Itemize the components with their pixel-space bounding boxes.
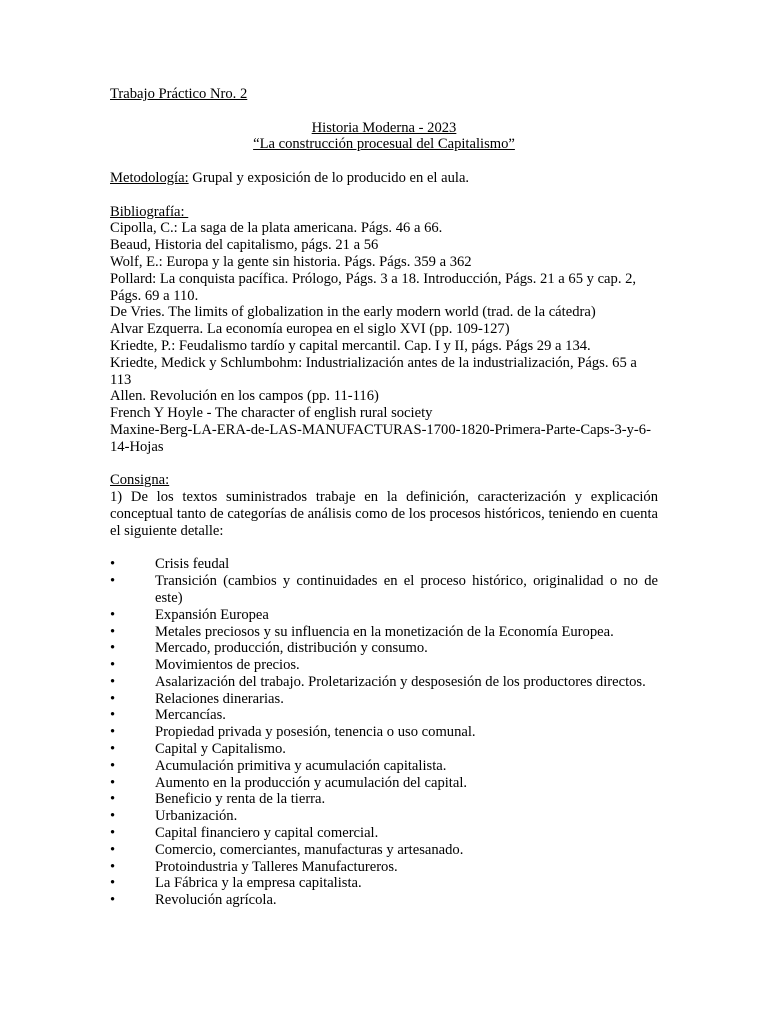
bullet-icon: •: [110, 724, 116, 741]
topic-text: Comercio, comerciantes, manufacturas y artesanado.: [155, 841, 464, 858]
bullet-icon: •: [110, 573, 116, 590]
methodology-label: Metodología:: [110, 169, 189, 186]
topic-item: [110, 808, 658, 825]
spacer: [110, 540, 658, 557]
topic-text: Relaciones dinerarias.: [155, 690, 284, 707]
spacer: [110, 153, 658, 170]
bibliography-item: Beaud, Historia del capitalismo, págs. 21 a 56: [110, 237, 379, 254]
tp-title: Trabajo Práctico Nro. 2: [110, 86, 248, 102]
bullet-icon: •: [110, 808, 116, 825]
course-title: Historia Moderna - 2023: [311, 119, 457, 136]
topic-text: Beneficio y renta de la tierra.: [155, 791, 326, 808]
topic-item: [110, 724, 658, 741]
topic-item: [110, 859, 658, 876]
topic-text: Protoindustria y Talleres Manufactureros.: [155, 858, 398, 875]
topic-text: La Fábrica y la empresa capitalista.: [155, 875, 362, 892]
bibliography-item: Allen. Revolución en los campos (pp. 11-116): [110, 388, 379, 405]
bullet-icon: •: [110, 875, 116, 892]
bibliography-item: Kriedte, P.: Feudalismo tardío y capital mercantil. Cap. I y II, págs. Págs 29 a 134.: [110, 337, 591, 354]
bullet-icon: •: [110, 556, 116, 573]
assignment-label: Consigna:: [110, 472, 170, 489]
topic-item: [110, 741, 658, 758]
bibliography-item: Wolf, E.: Europa y la gente sin historia. Págs. Págs. 359 a 362: [110, 253, 472, 270]
spacer: [110, 103, 658, 120]
topic-item: [110, 842, 658, 859]
bibliography-label: Bibliografía:: [110, 203, 189, 220]
topic-text: Acumulación primitiva y acumulación capitalista.: [155, 757, 447, 774]
topic-item: [110, 624, 658, 641]
topic-item: [110, 892, 658, 909]
bibliography-item: Pollard: La conquista pacífica. Prólogo, Págs. 3 a 18. Introducción, Págs. 21 a 65 y cap. 2, Págs. 69 a 110.: [110, 270, 637, 304]
bullet-icon: •: [110, 791, 116, 808]
topic-item: [110, 573, 658, 607]
bullet-icon: •: [110, 707, 116, 724]
topic-text: Movimientos de precios.: [155, 657, 300, 674]
topic-text: Aumento en la producción y acumulación del capital.: [155, 774, 468, 791]
topic-item: [110, 607, 658, 624]
bullet-icon: •: [110, 741, 116, 758]
spacer: [110, 187, 658, 204]
bullet-icon: •: [110, 673, 116, 690]
methodology-paragraph: [110, 170, 658, 187]
document-page: [110, 86, 658, 909]
topic-text: Expansión Europea: [155, 606, 269, 623]
topic-text: Capital y Capitalismo.: [155, 741, 286, 758]
bullet-icon: •: [110, 640, 116, 657]
bullet-icon: •: [110, 623, 116, 640]
methodology-text: Grupal y exposición de lo producido en el aula.: [188, 169, 470, 186]
bibliography-item: De Vries. The limits of globalization in the early modern world (trad. de la cátedra): [110, 304, 596, 321]
bibliography-item: Maxine-Berg-LA-ERA-de-LAS-MANUFACTURAS-1700-1820-Primera-Parte-Caps-3-y-6-14-Hojas: [110, 421, 651, 455]
topic-item: [110, 556, 658, 573]
topic-item: [110, 674, 658, 691]
spacer: [110, 456, 658, 473]
topic-item: [110, 657, 658, 674]
bullet-icon: •: [110, 841, 116, 858]
bullet-icon: •: [110, 690, 116, 707]
topic-text: Mercancías.: [155, 707, 226, 724]
topic-text: Propiedad privada y posesión, tenencia o uso comunal.: [155, 724, 476, 741]
bullet-icon: •: [110, 757, 116, 774]
topic-text: Urbanización.: [155, 808, 238, 825]
bibliography-list: [110, 220, 658, 455]
bullet-icon: •: [110, 825, 116, 842]
topic-text: Revolución agrícola.: [155, 892, 277, 909]
topic-text: Metales preciosos y su influencia en la monetización de la Economía Europea.: [155, 623, 614, 640]
topic-text: Mercado, producción, distribución y consumo.: [155, 640, 428, 657]
topic-text: Capital financiero y capital comercial.: [155, 825, 379, 842]
bullet-icon: •: [110, 657, 116, 674]
topics-list: [110, 556, 658, 909]
bibliography-item: Alvar Ezquerra. La economía europea en el siglo XVI (pp. 109-127): [110, 321, 510, 338]
topic-item: [110, 825, 658, 842]
course-subtitle: “La construcción procesual del Capitalismo”: [253, 136, 515, 153]
topic-item: [110, 640, 658, 657]
topic-item: [110, 691, 658, 708]
topic-item: [110, 758, 658, 775]
topic-item: [110, 791, 658, 808]
bibliography-item: Kriedte, Medick y Schlumbohm: Industrialización antes de la industrialización, Págs. 65 a 113: [110, 354, 637, 388]
topic-item: [110, 875, 658, 892]
topic-text: Crisis feudal: [155, 556, 230, 573]
assignment-intro: 1) De los textos suministrados trabaje en la definición, caracterización y explicación conceptual tanto de categorías de análisis como de los procesos históricos, teniendo en cuenta el siguiente detalle:: [110, 489, 658, 539]
topic-text: Asalarización del trabajo. Proletarización y desposesión de los productores directos.: [155, 673, 646, 690]
topic-text: Transición (cambios y continuidades en el proceso histórico, originalidad o no de este): [155, 573, 658, 606]
bibliography-item: Cipolla, C.: La saga de la plata americana. Págs. 46 a 66.: [110, 220, 443, 237]
topic-item: [110, 775, 658, 792]
bibliography-item: French Y Hoyle - The character of english rural society: [110, 405, 433, 422]
topic-item: [110, 707, 658, 724]
bullet-icon: •: [110, 774, 116, 791]
bullet-icon: •: [110, 606, 116, 623]
bullet-icon: •: [110, 892, 116, 909]
bullet-icon: •: [110, 858, 116, 875]
